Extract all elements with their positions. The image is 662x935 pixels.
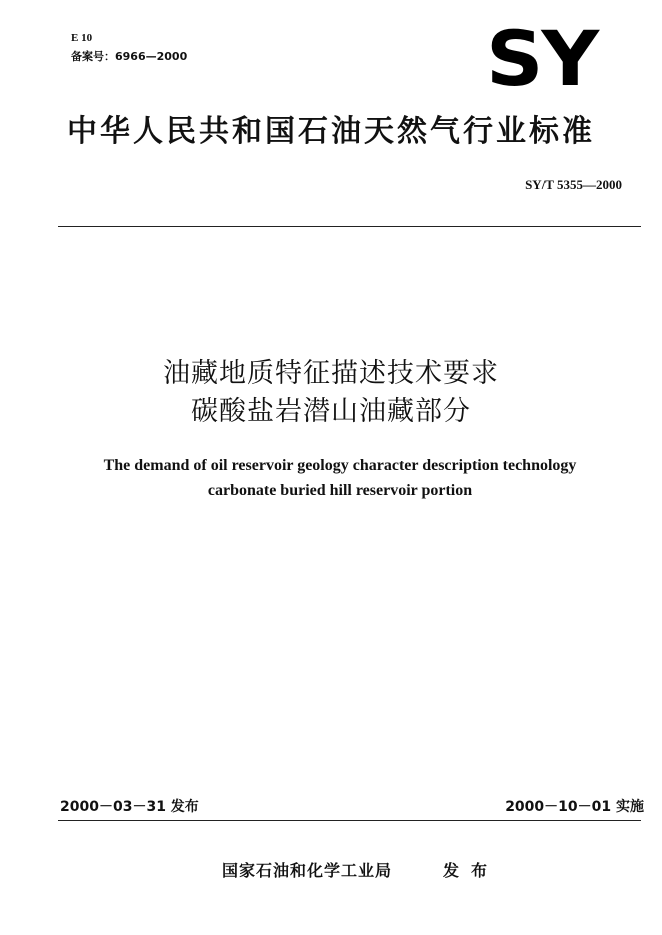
publish-label: 发布 [443,861,500,880]
sy-logo: SY [486,14,598,103]
title-zh-line1: 油藏地质特征描述技术要求 [163,358,499,389]
record-number: 备案号：6966—2000 [71,50,188,63]
issuing-authority: 国家石油和化学工业局 [222,861,393,880]
bottom-divider [58,820,641,821]
top-divider [58,226,641,227]
title-en-line1: The demand of oil reservoir geology character description technology [103,457,577,474]
industry-standard-title: 中华人民共和国石油天然气行业标准 [67,114,595,149]
standard-number: SY/T 5355—2000 [525,177,622,192]
title-zh-line2: 碳酸盐岩潜山油藏部分 [191,396,471,427]
title-en-line2: carbonate buried hill reservoir portion [207,482,473,499]
classification-code: E 10 [71,32,93,44]
implementation-date: 2000－10－01 实施 [505,799,644,815]
issue-date: 2000－03－31 发布 [60,799,199,815]
